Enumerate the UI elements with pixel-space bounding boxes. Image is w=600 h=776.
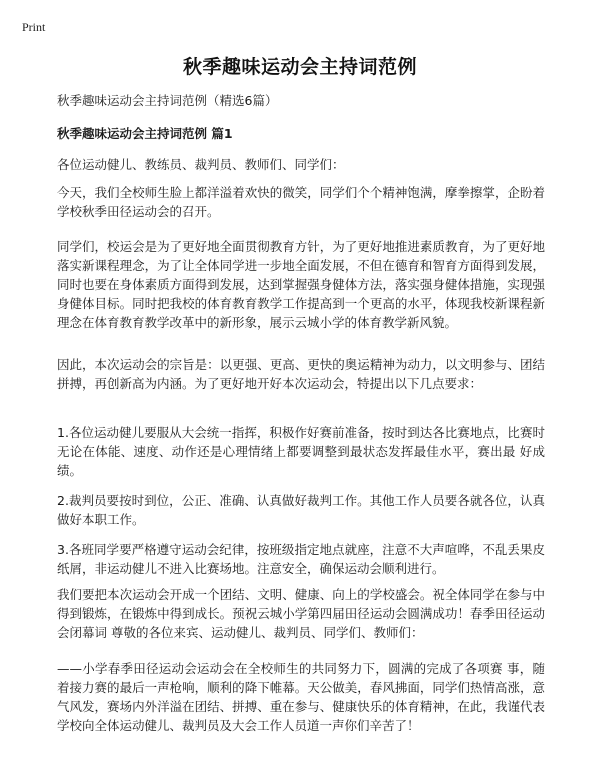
paragraph-opening: 今天，我们全校师生脸上都洋溢着欢快的微笑，同学们个个精神饱满，摩拳擦掌，企盼着学校秋季田径运动会的召开。 [57, 185, 545, 219]
paragraph-theme: 因此，本次运动会的宗旨是：以更强、更高、更快的奥运精神为动力，以文明参与、团结拼搏，再创新高为内涵。为了更好地开好本次运动会，特提出以下几点要求： [57, 357, 545, 391]
paragraph-closing: ——小学春季田径运动会运动会在全校师生的共同努力下，圆满的完成了各项赛 事，随着接力赛的最后一声枪响，顺利的降下帷幕。天公做美，春风拂面，同学们热情高涨，意气风发，赛场内外洋溢在团结、拼搏、重在参与、健康快乐的体育精神，在此，我谨代表学校向全体运动健儿、裁判员及大会工作人员道一声你们辛苦了！ [57, 661, 545, 733]
document-subtitle: 秋季趣味运动会主持词范例（精选6篇） [57, 93, 278, 108]
paragraph-purpose: 同学们，校运会是为了更好地全面贯彻教育方针，为了更好地推进素质教育，为了更好地落实新课程理念，为了让全体同学进一步地全面发展，不但在德育和智育方面得到发展，同时也要在身体素质方面得到发展，达到掌握强身健体方法，落实强身健体措施，实现强身健体目标。同时把我校的体育教育教学工作提高到一个更高的水平，体现我校新课程新理念在体育教育教学改革中的新形象，展示云城小学的体育教学新风貌。 [57, 239, 545, 330]
print-link[interactable]: Print [22, 20, 46, 34]
paragraph-greeting: 各位运动健儿、教练员、裁判员、教师们、同学们： [57, 157, 345, 172]
page-title: 秋季趣味运动会主持词范例 [182, 56, 417, 78]
paragraph-rule-3: 3.各班同学要严格遵守运动会纪律，按班级指定地点就座，注意不大声喧哗，不乱丢果皮纸屑，非运动健儿不进入比赛场地。注意安全，确保运动会顺利进行。 [57, 542, 545, 576]
paragraph-rule-1: 1.各位运动健儿要服从大会统一指挥，积极作好赛前准备，按时到达各比赛地点，比赛时无论在体能、速度、动作还是心理情绪上都要调整到最状态发挥最佳水平，赛出最 好成绩。 [57, 425, 545, 478]
section-heading: 秋季趣味运动会主持词范例 篇1 [57, 126, 233, 141]
paragraph-wishes: 我们要把本次运动会开成一个团结、文明、健康、向上的学校盛会。祝全体同学在参与中得到锻炼，在锻炼中得到成长。预祝云城小学第四届田径运动会圆满成功！春季田径运动会闭幕词 尊敬的各位来宾、运动健儿、裁判员、同学们、教师们： [57, 587, 545, 640]
paragraph-rule-2: 2.裁判员要按时到位，公正、准确、认真做好裁判工作。其他工作人员要各就各位，认真做好本职工作。 [57, 493, 545, 527]
